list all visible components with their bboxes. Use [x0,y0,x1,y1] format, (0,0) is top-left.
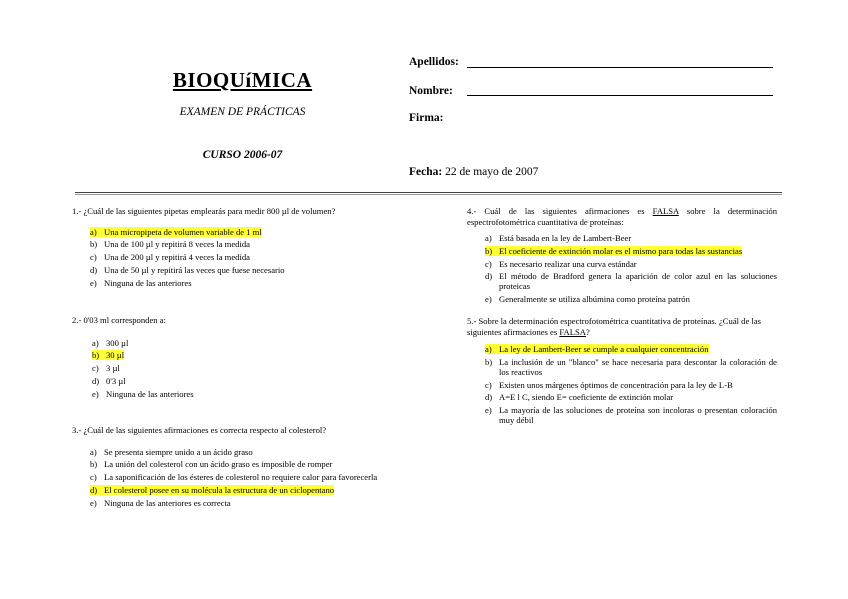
option-label: Generalmente se utiliza albúmina como proteína patrón [499,294,690,305]
option-text [499,294,777,304]
nombre-label: Nombre: [409,85,453,97]
option-text [499,233,777,243]
option-text-highlighted [106,350,372,360]
question-3 [72,425,384,510]
question-1-text: 1.- ¿Cuál de las siguientes pipetas emplearás para medir 800 µl de volumen? [72,206,336,216]
exam-subtitle: EXAMEN DE PRÁCTICAS [179,106,306,118]
option-label: 3 µl [106,363,120,374]
header-divider [75,192,782,195]
option-item [485,392,777,402]
option-item [90,459,384,469]
option-letter: b) [485,356,493,367]
option-letter: d) [90,264,98,275]
option-item [485,357,777,377]
option-item [90,239,372,249]
option-letter: e) [90,277,97,288]
option-item [485,259,777,269]
question-5-options [485,344,777,425]
option-item [485,233,777,243]
option-label: Una de 50 µl y repitirá las veces que fuese necesario [104,264,285,275]
question-2-options [92,338,372,399]
option-letter: a) [485,344,499,354]
exam-title: BIOQUíMICA [172,68,313,92]
question-5-text: 5.- Sobre la determinación espectrofotométrica cuantitativa de proteínas. ¿Cuál de las siguientes afirmaciones es FALSA? [467,316,761,337]
option-item [90,485,384,495]
question-4-text: 4.- Cuál de las siguientes afirmaciones es FALSA sobre la determinación espectrofotométrica cuantitativa de proteínas: [467,206,777,227]
option-item [92,363,372,373]
option-item [90,252,372,262]
option-text [104,459,384,469]
option-text [104,265,372,275]
option-text [104,252,372,262]
option-letter: e) [485,294,492,305]
question-1 [72,206,372,290]
option-label: Está basada en la ley de Lambert-Beer [499,233,632,243]
firma-label: Firma: [409,112,444,124]
option-text [104,498,384,508]
option-item [90,447,384,457]
option-text-highlighted [499,344,777,354]
option-label: La saponificación de los ésteres de colesterol no requiere calor para favorecerla [104,472,378,483]
option-item [92,350,372,360]
option-text [499,392,777,402]
question-5 [467,316,777,428]
option-label: Ninguna de las anteriores es correcta [104,497,231,508]
option-label: Se presenta siempre unido a un ácido graso [104,446,253,457]
option-item [90,227,372,237]
option-letter: a) [92,337,99,348]
option-label: La inclusión de un "blanco" se hace necesaria para descontar la coloración de los reactivos [499,356,777,377]
option-item [485,405,777,425]
option-letter: c) [90,252,97,263]
option-label: Existen unos márgenes óptimos de concentración para la ley de L-B [499,379,733,390]
option-text [499,357,777,377]
option-text-highlighted [104,485,384,495]
option-item [90,278,372,288]
option-label: Una de 200 µl y repitirá 4 veces la medida [104,252,250,263]
option-label: Ninguna de las anteriores [104,277,192,288]
option-text [106,376,372,386]
option-letter: a) [485,233,492,243]
option-label: La mayoría de las soluciones de proteína son incoloras o presentan coloración muy débil [499,405,777,426]
option-text [499,271,777,291]
option-item [92,376,372,386]
option-label: Una de 100 µl y repitirá 8 veces la medida [104,239,250,250]
option-letter: b) [90,239,98,250]
option-label: El colesterol posee en su molécula la estructura de un ciclopentano [104,484,335,495]
option-item [485,246,777,256]
option-text [104,447,384,457]
option-text [499,259,777,269]
option-text [104,239,372,249]
question-4-options [485,233,777,304]
option-text [499,405,777,425]
option-item [485,380,777,390]
option-item [485,271,777,291]
fecha-value: 22 de mayo de 2007 [445,166,539,178]
option-letter: d) [90,485,104,495]
option-label: La ley de Lambert-Beer se cumple a cualquier concentración [499,344,709,354]
option-label: Ninguna de las anteriores [106,388,194,399]
option-letter: d) [92,375,100,386]
option-letter: e) [92,388,99,399]
apellidos-label: Apellidos: [409,56,459,68]
option-item [92,389,372,399]
option-text [106,338,372,348]
option-item [90,498,384,508]
question-2 [72,315,372,401]
option-letter: b) [92,350,106,360]
option-letter: c) [485,258,492,269]
option-text [104,472,384,482]
option-text-highlighted [499,246,777,256]
option-letter: c) [485,379,492,390]
option-letter: e) [485,405,492,416]
option-label: El coeficiente de extinción molar es el mismo para todas las sustancias [499,245,743,256]
option-label: A=E l C, siendo E= coeficiente de extinción molar [499,392,674,403]
option-label: Es necesario realizar una curva estándar [499,258,637,269]
option-label: 30 µl [106,350,125,361]
question-4 [467,206,777,307]
option-label: 0'3 µl [106,375,126,386]
option-letter: a) [90,227,104,237]
apellidos-line[interactable] [467,67,773,68]
option-text [499,380,777,390]
option-text-highlighted [104,227,372,237]
fecha-field: Fecha: 22 de mayo de 2007 [409,166,539,178]
option-item [485,294,777,304]
option-label: Una micropipeta de volumen variable de 1 ml [104,226,262,237]
course-year: CURSO 2006-07 [202,149,283,161]
question-1-options [90,227,372,288]
option-letter: d) [485,392,493,403]
option-letter: c) [90,472,97,483]
option-letter: b) [485,246,499,256]
option-text [104,278,372,288]
nombre-line[interactable] [467,95,773,96]
option-letter: e) [90,497,97,508]
option-text [106,389,372,399]
question-3-text: 3.- ¿Cuál de las siguientes afirmaciones es correcta respecto al colesterol? [72,425,327,435]
option-letter: c) [92,363,99,374]
option-item [485,344,777,354]
option-text [106,363,372,373]
option-label: 300 µl [106,337,129,348]
option-letter: d) [485,271,493,282]
option-letter: a) [90,446,97,457]
question-2-text: 2.- 0'03 ml corresponden a: [72,315,166,325]
option-item [90,265,372,275]
option-label: El método de Bradford genera la aparición de color azul en las soluciones proteicas [499,271,777,292]
option-label: La unión del colesterol con un ácido graso es imposible de romper [104,459,333,470]
option-letter: b) [90,459,98,470]
option-item [90,472,384,482]
question-3-options [90,447,384,508]
option-item [92,338,372,348]
